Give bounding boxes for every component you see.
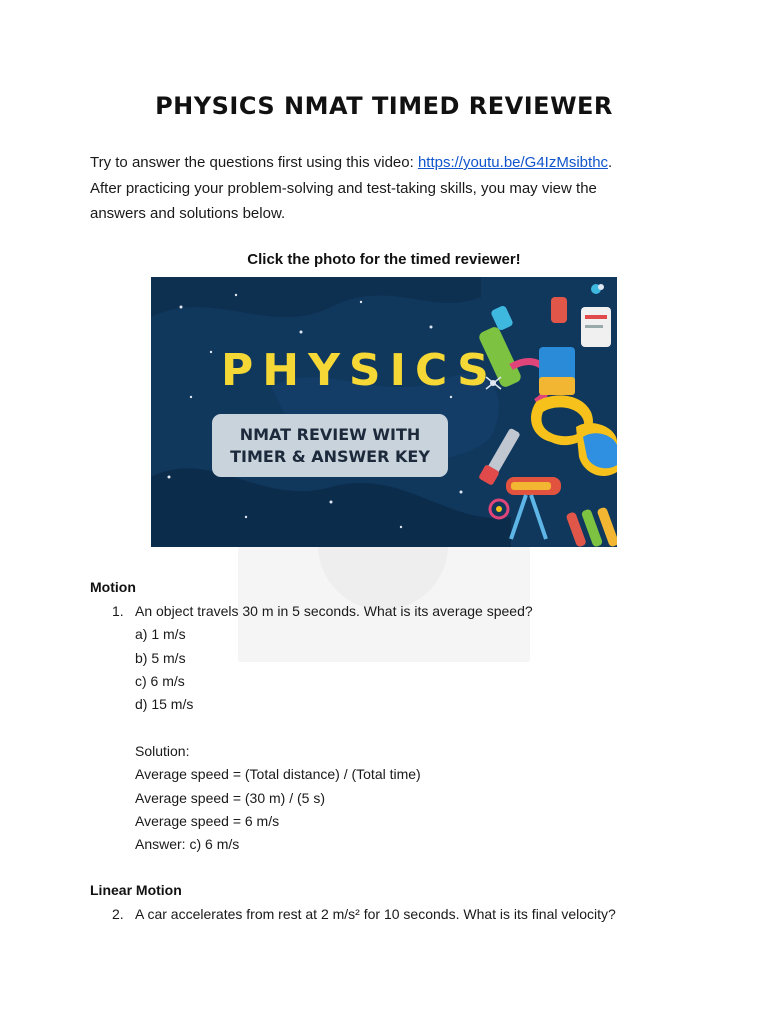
reviewer-banner-image[interactable] — [151, 277, 617, 547]
solution-line: Average speed = (30 m) / (5 s) — [135, 790, 325, 806]
banner-pill-line-2: TIMER & ANSWER KEY — [230, 446, 430, 466]
photo-caption: Click the photo for the timed reviewer! — [247, 251, 521, 268]
question-text: A car accelerates from rest at 2 m/s² for 10 seconds. What is its final velocity? — [135, 906, 616, 922]
solution-answer: Answer: c) 6 m/s — [135, 836, 240, 852]
section-heading-motion: Motion — [90, 579, 136, 595]
question-number: 1. — [112, 603, 124, 619]
document-title: PHYSICS NMAT TIMED REVIEWER — [155, 92, 613, 120]
intro-text-prefix: Try to answer the questions first using this video: — [90, 154, 418, 171]
question-number: 2. — [112, 906, 124, 922]
watermark — [238, 540, 530, 662]
banner-subtitle-pill — [212, 414, 448, 477]
question-text: An object travels 30 m in 5 seconds. What is its average speed? — [135, 603, 533, 619]
intro-line-3: answers and solutions below. — [90, 205, 286, 222]
banner-artwork — [151, 277, 617, 547]
video-link[interactable]: https://youtu.be/G4IzMsibthc — [417, 154, 609, 171]
section-heading-linear-motion: Linear Motion — [90, 882, 182, 898]
banner-pill-line-1: NMAT REVIEW WITH — [239, 424, 421, 444]
banner-title: PHYSICS — [221, 345, 498, 396]
intro-paragraph — [90, 150, 690, 227]
answer-choice: d) 15 m/s — [135, 696, 194, 712]
solution-line: Average speed = 6 m/s — [135, 813, 280, 829]
answer-choice: a) 1 m/s — [135, 626, 186, 642]
intro-text-suffix: . — [608, 154, 613, 171]
solution-line: Average speed = (Total distance) / (Total time) — [135, 766, 421, 782]
intro-line-2: After practicing your problem-solving and test-taking skills, you may view the — [90, 179, 597, 197]
answer-choice: c) 6 m/s — [135, 673, 185, 689]
answer-choice: b) 5 m/s — [135, 650, 186, 666]
intro-line-1 — [90, 150, 690, 176]
solution-label: Solution: — [135, 743, 190, 759]
